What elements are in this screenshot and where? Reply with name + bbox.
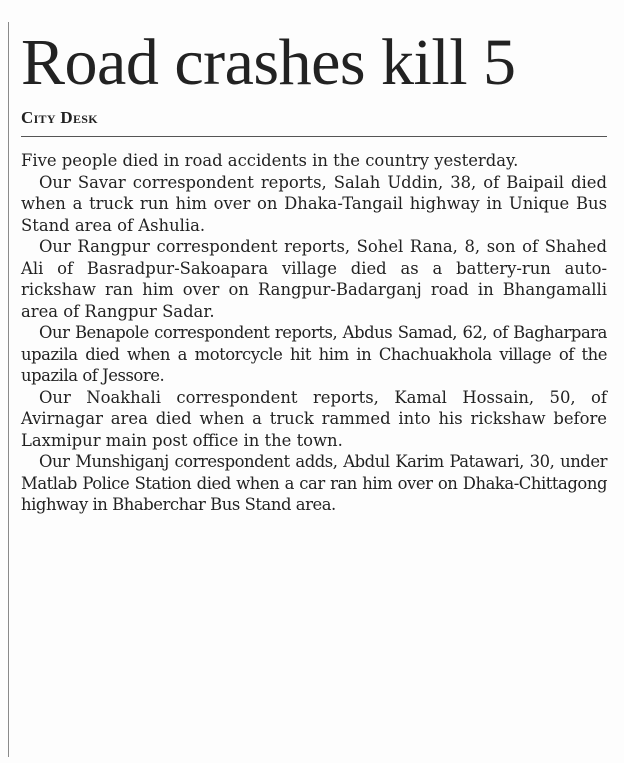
paragraph-munshiganj: Our Munshiganj correspondent adds, Abdul Karim Patawari, 30, under Matlab Police Station died when a car ran him over on Dhaka-Chittagong highway in Bhaberchar Bus Stand area. [21,452,607,514]
paragraph-benapole: Our Benapole correspondent reports, Abdus Samad, 62, of Bagharpara upazila died when a motorcycle hit him in Chachuakhola village of the upazila of Jessore. [21,323,607,385]
paragraph-intro: Five people died in road accidents in the country yesterday. [21,151,519,170]
column-rule [8,22,9,757]
article-body [21,150,607,516]
paragraph-noakhali: Our Noakhali correspondent reports, Kamal Hossain, 50, of Avirnagar area died when a truck rammed into his rickshaw before Laxmipur main post office in the town. [21,387,607,450]
byline-divider [21,136,607,137]
paragraph-rangpur: Our Rangpur correspondent reports, Sohel Rana, 8, son of Shahed Ali of Basradpur-Sakoapara village died as a battery-run auto-rickshaw ran him over on Rangpur-Badarganj road in Bhangamalli area of Rangpur Sadar. [21,237,607,321]
headline: Road crashes kill 5 [21,26,516,99]
byline: City Desk [21,108,98,127]
paragraph-savar: Our Savar correspondent reports, Salah Uddin, 38, of Baipail died when a truck run him over on Dhaka-Tangail highway in Unique Bus Stand area of Ashulia. [21,172,607,235]
